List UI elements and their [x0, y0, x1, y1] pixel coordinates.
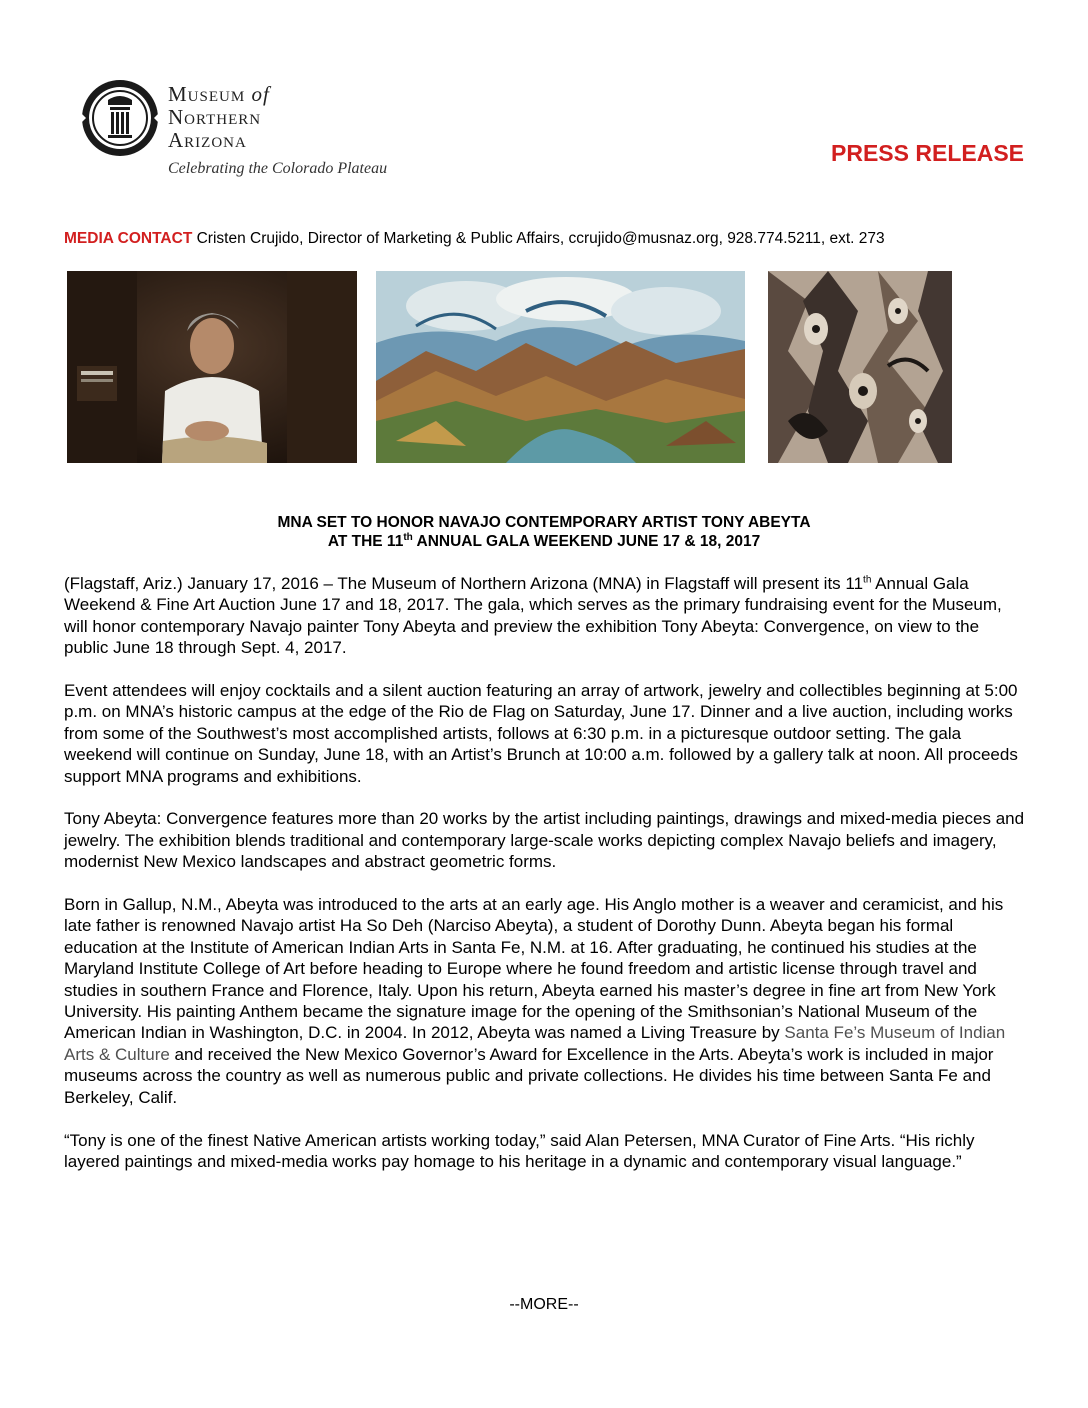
- museum-logo: [80, 78, 440, 188]
- logo-line-arizona: Arizona: [168, 128, 247, 152]
- more-indicator: --MORE--: [509, 1296, 579, 1313]
- abstract-figures-artwork: [768, 271, 952, 463]
- paragraph-5: “Tony is one of the finest Native American artists working today,” said Alan Petersen, MNA Curator of Fine Arts. “His richly layered paintings and mixed-media works pay homage to his heritage in a dynamic and contemporary visual language.”: [64, 1130, 975, 1171]
- paragraph-3: Tony Abeyta: Convergence features more than 20 works by the artist including paintings, drawings and mixed-media pieces and jewelry. The exhibition blends traditional and contemporary large-scale works depicting complex Navajo beliefs and imagery, modernist New Mexico landscapes and abstract geometric forms.: [64, 809, 1025, 872]
- paragraph-4: Born in Gallup, N.M., Abeyta was introduced to the arts at an early age. His Anglo mother is a weaver and ceramicist, and his late father is renowned Navajo artist Ha So Deh (Narciso Abeyta), a student of Dorothy Dunn. Abeyta began his formal education at the Institute of American Indian Arts in Santa Fe, N.M. at 16. After graduating, he continued his studies at the Maryland Institute College of Art before heading to Europe where he found freedom and artistic license through travel and studies in southern France and Florence, Italy. Upon his return, Abeyta earned his master’s degree in fine art from New York University. His painting Anthem became the signature image for the opening of the Smithsonian’s National Museum of the American Indian in Washington, D.C. in 2004. In 2012, Abeyta was named a Living Treasure by Santa Fe’s Museum of Indian Arts & Culture and received the New Mexico Governor’s Award for Excellence in the Arts. Abeyta’s work is included in major museums across the country as well as numerous public and private collections. He divides his time between Santa Fe and Berkeley, Calif.: [64, 895, 1006, 1107]
- museum-indian-arts-link[interactable]: Santa Fe’s Museum of Indian Arts & Culture: [64, 1023, 1006, 1064]
- paragraph-2: Event attendees will enjoy cocktails and a silent auction featuring an array of artwork, jewelry and collectibles beginning at 5:00 p.m. on MNA’s historic campus at the edge of the Rio de Flag on Saturday, June 17. Dinner and a live auction, including works from some of the Southwest’s most accomplished artists, follows at 6:30 p.m. in a picturesque outdoor setting. The gala weekend will continue on Sunday, June 18, with an Artist’s Brunch at 10:00 a.m. followed by a gallery talk at noon. All proceeds support MNA programs and exhibitions.: [64, 681, 1018, 786]
- headline-line-1: MNA SET TO HONOR NAVAJO CONTEMPORARY ARTIST TONY ABEYTA: [277, 514, 811, 531]
- headline: [0, 513, 1088, 551]
- press-release-label: PRESS RELEASE: [831, 140, 1024, 166]
- media-contact-text: Cristen Crujido, Director of Marketing & Public Affairs, ccrujido@musnaz.org, 928.774.5211, ext. 273: [192, 230, 885, 247]
- logo-line-museum: Museum of: [168, 82, 270, 106]
- logo-line-northern: Northern: [168, 105, 262, 129]
- logo-tagline: Celebrating the Colorado Plateau: [168, 160, 388, 177]
- artist-portrait-photo: [67, 271, 357, 463]
- museum-logo-icon: [80, 78, 160, 158]
- media-contact: [64, 230, 885, 248]
- headline-line-2: AT THE 11th ANNUAL GALA WEEKEND JUNE 17 & 18, 2017: [327, 531, 761, 550]
- press-release-body: [64, 573, 1026, 1194]
- paragraph-1: (Flagstaff, Ariz.) January 17, 2016 – The Museum of Northern Arizona (MNA) in Flagstaff will present its 11th Annual Gala Weekend & Fine Art Auction June 17 and 18, 2017. The gala, which serves as the primary fundraising event for the Museum, will honor contemporary Navajo painter Tony Abeyta and preview the exhibition Tony Abeyta: Convergence, on view to the public June 18 through Sept. 4, 2017.: [64, 574, 1002, 658]
- media-contact-label: MEDIA CONTACT: [64, 230, 193, 247]
- landscape-painting: [376, 271, 745, 463]
